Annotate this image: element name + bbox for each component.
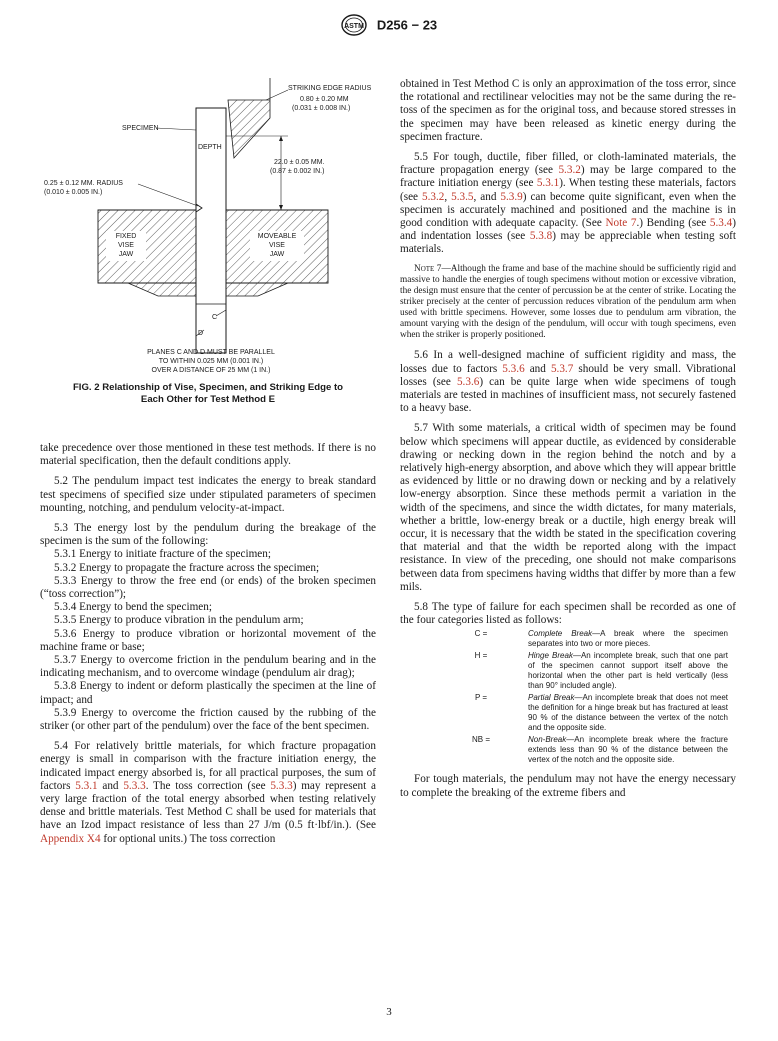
label-fixed-vise-jaw: FIXED <box>115 233 137 240</box>
astm-logo-icon <box>341 14 367 36</box>
ref-5-3-2[interactable]: 5.3.2 <box>421 190 445 203</box>
paragraph-tough-materials: For tough materials, the pendulum may not have the energy necessary to complete the breaking of the extreme fibers and <box>400 773 736 799</box>
list-item: 5.3.8 Energy to indent or deform plastically the specimen at the line of impact; and <box>40 680 376 706</box>
table-row: C = Complete Break—A break where the specimen separates into two or more pieces. <box>474 629 729 649</box>
figure-2-diagram <box>38 78 378 378</box>
paragraph-5-6: 5.6 In a well-designed machine of sufficient rigidity and mass, the losses due to factors 5.3.6 and 5.3.7 should be very small. Vibrational losses (see 5.3.6) can be quite large when wide specimens of tough materials are tested in machines of insufficient mass, not securely fastened to a heavy base. <box>400 349 737 415</box>
ref-5-3-1[interactable]: 5.3.1 <box>75 779 98 792</box>
failure-category-table <box>434 629 728 767</box>
ref-5-3-8[interactable]: 5.3.8 <box>529 230 553 243</box>
label-striking-edge: STRIKING EDGE RADIUS <box>288 85 372 92</box>
ref-5-3-9[interactable]: 5.3.9 <box>500 190 523 203</box>
svg-text:(0.87 ± 0.002 IN.): (0.87 ± 0.002 IN.) <box>270 168 325 175</box>
ref-5-3-2[interactable]: 5.3.2 <box>558 164 581 177</box>
list-item: 5.3.6 Energy to produce vibration or horizontal movement of the machine frame or base; <box>40 627 376 653</box>
list-item: 5.3.9 Energy to overcome the friction caused by the rubbing of the striker (or other part of the pendulum) over the face of the bent specimen. <box>40 706 376 733</box>
left-column <box>40 442 376 853</box>
document-title: D256 − 23 <box>376 17 438 33</box>
paragraph-5-8: 5.8 The type of failure for each specimen shall be recorded as one of the four categories listed as follows: <box>400 600 736 627</box>
paragraph-continued: obtained in Test Method C is only an approximation of the toss error, since the rotational and rectilinear velocities may not be the same during the re-toss of the specimen as for the original toss, and because stored stresses in the specimen may have been released as kinetic energy during the specimen fracture. <box>400 78 736 143</box>
list-item: 5.3.4 Energy to bend the specimen; <box>54 601 212 614</box>
label-depth: DEPTH <box>198 144 222 151</box>
svg-text:0.80 ± 0.20 MM: 0.80 ± 0.20 MM <box>300 96 349 103</box>
ref-appendix-x4[interactable]: Appendix X4 <box>40 832 101 845</box>
paragraph-5-2: 5.2 The pendulum impact test indicates the energy to break standard test specimens of specified size under stipulated parameters of specimen mounting, notching, and pendulum velocity-at-impact. <box>40 475 376 514</box>
svg-text:VISE: VISE <box>118 242 134 249</box>
svg-text:OVER A DISTANCE OF 25 MM (1 IN: OVER A DISTANCE OF 25 MM (1 IN.) <box>151 367 271 374</box>
striker-wedge <box>228 100 270 158</box>
ref-5-3-4[interactable]: 5.3.4 <box>709 217 733 230</box>
table-row: H = Hinge Break—An incomplete break, such that one part of the specimen cannot support itself above the horizontal when the other part is held vertically (less than 90° included angle). <box>474 651 728 691</box>
svg-text:ASTM: ASTM <box>343 23 364 30</box>
figure-caption: FIG. 2 Relationship of Vise, Specimen, and Striking Edge to Each Other for Test Method E <box>72 382 344 405</box>
note-7: Note 7—Although the frame and base of the machine should be sufficiently rigid and massive to handle the energies of tough specimens without motion or excessive vibration, the design must ensure that the center of percussion be at the center of strike. Locating the striker precisely at the center of percussion reduces vibration of the pendulum arm when used with brittle specimens. However, some losses due to pendulum arm vibration, the amount varying with the design of the pendulum, will occur with tough specimens, even when the striker is properly positioned. <box>400 263 737 341</box>
svg-text:JAW: JAW <box>118 251 134 258</box>
ref-5-3-1[interactable]: 5.3.1 <box>536 177 560 190</box>
svg-text:(0.031 ± 0.008 IN.): (0.031 ± 0.008 IN.) <box>292 105 351 112</box>
list-item: 5.3.1 Energy to initiate fracture of the specimen; <box>54 548 271 561</box>
ref-note-7[interactable]: Note 7 <box>605 217 637 230</box>
list-item: 5.3.3 Energy to throw the free end (or ends) of the broken specimen (“toss correction”); <box>40 574 376 601</box>
svg-text:22.0 ± 0.05 MM.: 22.0 ± 0.05 MM. <box>274 159 325 166</box>
ref-5-3-5[interactable]: 5.3.5 <box>451 190 474 203</box>
ref-5-3-3[interactable]: 5.3.3 <box>270 779 293 792</box>
ref-5-3-3[interactable]: 5.3.3 <box>123 779 146 792</box>
list-item: 5.3.5 Energy to produce vibration in the pendulum arm; <box>54 614 304 627</box>
svg-text:(0.010 ± 0.005 IN.): (0.010 ± 0.005 IN.) <box>44 189 103 196</box>
ref-5-3-6[interactable]: 5.3.6 <box>502 362 525 375</box>
paragraph-5-5: 5.5 For tough, ductile, fiber filled, or cloth-laminated materials, the fracture propagation energy (see 5.3.2) may be large compared to the fracture initiation energy (see 5.3.1). When testing these materials, factors (see 5.3.2, 5.3.5, and 5.3.9) can become quite significant, even when the specimen is accurately machined and positioned and the machine is in good condition with adequate capacity. (See Note 7.) Bending (see 5.3.4) and indentation losses (see 5.3.8) may be appreciable when testing soft materials. <box>400 151 737 256</box>
paragraph-continued: take precedence over those mentioned in these test methods. If there is no material specification, then the default conditions apply. <box>40 442 376 468</box>
paragraph-5-7: 5.7 With some materials, a critical width of specimen may be found below which specimens will appear ductile, as evidenced by considerable drawing or necking down in the region behind the notch and by a relatively high-energy absorption, and above which they will appear brittle as evidenced by little or no drawing down or necking and by a relatively low-energy absorption. Since these methods permit a variation in the width of the specimens, and since the width dictates, for many materials, whether a brittle, low-energy break or a ductile, high energy break will occur, it is necessary that the width be stated in the specification covering that material and that the width be reported along with the impact resistance. In view of the preceding, one should not make comparisons between data from specimens having widths that differ by more than a few mils. <box>400 422 736 593</box>
label-specimen: SPECIMEN <box>122 125 159 132</box>
table-row: NB = Non-Break—An incomplete break where the fracture extends less than 90 % of the distance between the vertex of the notch and the opposite side. <box>471 735 728 765</box>
list-item: 5.3.7 Energy to overcome friction in the pendulum bearing and in the indicating mechanism, and to overcome windage (pendulum air drag); <box>40 654 376 680</box>
label-planes-note: PLANES C AND D MUST BE PARALLEL <box>147 349 275 356</box>
list-item: 5.3.2 Energy to propagate the fracture across the specimen; <box>54 561 320 574</box>
page-header <box>0 14 778 36</box>
svg-text:TO WITHIN 0.025 MM (0.001 IN.): TO WITHIN 0.025 MM (0.001 IN.) <box>158 358 264 365</box>
label-plane-c: C <box>212 314 218 321</box>
paragraph-5-4: 5.4 For relatively brittle materials, for which fracture propagation energy is small in comparison with the fracture initiation energy, the indicated impact energy absorbed is, for all practical purposes, the sum of factors 5.3.1 and 5.3.3. The toss correction (see 5.3.3) may represent a very large fraction of the total energy absorbed when testing relatively dense and brittle materials. Test Method C shall be used for materials that have an Izod impact resistance of less than 27 J/m (0.5 ft·lbf/in.). (See Appendix X4 for optional units.) The toss correction <box>40 740 376 845</box>
svg-text:JAW: JAW <box>269 251 285 258</box>
ref-5-3-7[interactable]: 5.3.7 <box>550 362 574 375</box>
notch <box>196 204 202 212</box>
label-notch-radius: 0.25 ± 0.12 MM. RADIUS <box>44 180 123 187</box>
svg-text:VISE: VISE <box>269 242 285 249</box>
ref-5-3-6[interactable]: 5.3.6 <box>456 375 480 388</box>
table-row: P = Partial Break—An incomplete break that does not meet the definition for a hinge break but has fractured at least 90 % of the distance between the vertex of the notch and the opposite side. <box>474 693 729 733</box>
label-moveable-vise-jaw: MOVEABLE <box>257 233 297 240</box>
page-number: 3 <box>386 1006 392 1018</box>
label-plane-d: D <box>198 330 204 337</box>
paragraph-5-3: 5.3 The energy lost by the pendulum during the breakage of the specimen is the sum of the following: <box>40 522 376 548</box>
right-column <box>400 78 736 807</box>
